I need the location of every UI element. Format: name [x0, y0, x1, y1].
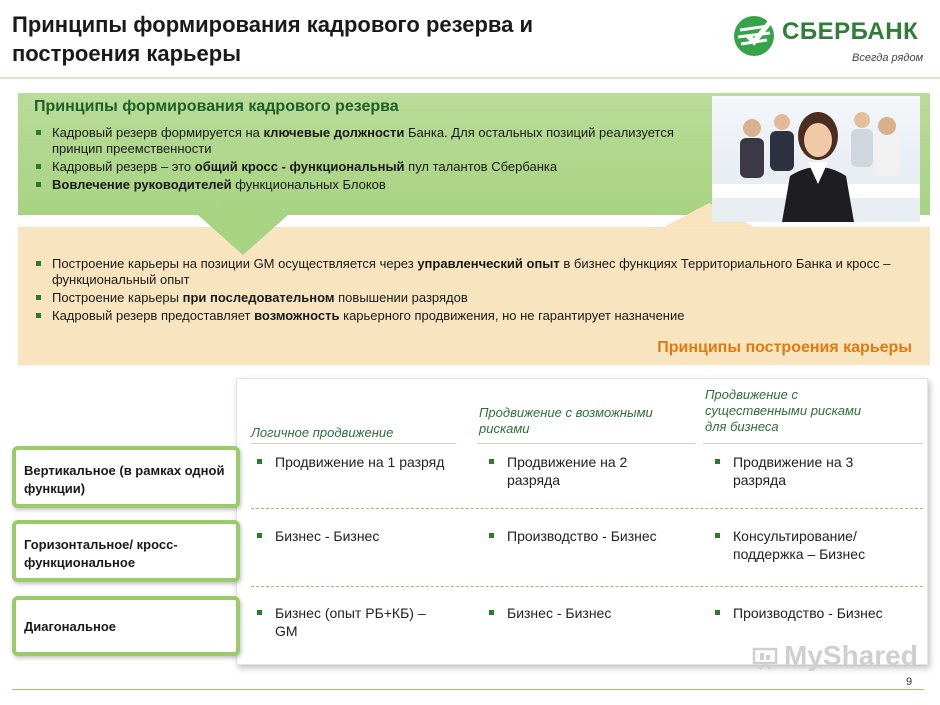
- bullet-bold: управленческий опыт: [417, 256, 560, 271]
- bullet-bold: при последовательном: [182, 290, 335, 305]
- reserve-bullet-list: [34, 125, 684, 195]
- bullet-text: карьерного продвижения, но не гарантирует назначение: [339, 308, 685, 323]
- column-header-significant-risk: Продвижение с существенными рисками для бизнеса: [705, 387, 862, 434]
- matrix-cell: [257, 604, 447, 640]
- matrix-cell: [715, 453, 895, 489]
- column-header-possible-risk: Продвижение с возможными рисками: [479, 405, 653, 436]
- bullet-text: повышении разрядов: [334, 290, 468, 305]
- career-bullet: [34, 308, 904, 324]
- bullet-text: пул талантов Сбербанка: [404, 159, 558, 174]
- matrix-cell: [489, 527, 659, 545]
- logo-tagline: Всегда рядом: [852, 52, 924, 64]
- career-bullet-list: [34, 256, 904, 326]
- footer-divider: [12, 689, 924, 690]
- reserve-bullet: [34, 159, 684, 175]
- column-header-underline: [251, 443, 456, 444]
- bullet-text: Кадровый резерв формируется на: [52, 125, 264, 140]
- career-matrix: [236, 378, 928, 665]
- matrix-cell: [257, 527, 457, 545]
- bullet-text: Кадровый резерв – это: [52, 159, 195, 174]
- cell-text: Бизнес (опыт РБ+КБ) – GM: [275, 605, 426, 639]
- row-label-horizontal: Горизонтальное/ кросс-функциональное: [12, 520, 240, 582]
- cell-text: Консультирование/ поддержка – Бизнес: [733, 528, 866, 562]
- bullet-bold: возможность: [254, 308, 340, 323]
- reserve-bullet: [34, 177, 684, 193]
- row-label-vertical: Вертикальное (в рамках одной функции): [12, 446, 240, 508]
- career-block-title: Принципы построения карьеры: [657, 339, 912, 356]
- column-header-underline: [477, 443, 695, 444]
- arrow-down-icon: [198, 215, 288, 255]
- bullet-text: функциональных Блоков: [231, 177, 386, 192]
- matrix-cell: [489, 453, 659, 489]
- photo-illustration: [712, 96, 920, 222]
- column-header-logical: Логичное продвижение: [251, 425, 394, 440]
- bullet-text: Кадровый резерв предоставляет: [52, 308, 255, 323]
- sberbank-logo-icon: [732, 14, 776, 58]
- sberbank-logo: [732, 14, 932, 74]
- bullet-text: в бизнес функциях Территориального Банка и кросс – функциональный опыт: [52, 256, 891, 287]
- page-number: 9: [906, 676, 913, 688]
- cell-text: Производство - Бизнес: [507, 528, 657, 544]
- reserve-block-title: Принципы формирования кадрового резерва: [34, 98, 399, 115]
- cell-text: Производство - Бизнес: [733, 605, 883, 621]
- page-title: Принципы формирования кадрового резерва и построения карьеры: [12, 12, 534, 66]
- row-divider: [251, 508, 923, 509]
- cell-text: Продвижение на 3 разряда: [733, 454, 854, 488]
- bullet-text: Банка. Для остальных позиций реализуется принцип преемственности: [52, 125, 674, 156]
- business-team-photo: [712, 96, 920, 222]
- watermark-text: MyShared: [784, 640, 918, 671]
- matrix-cell: [257, 453, 457, 471]
- presentation-icon: [752, 646, 778, 670]
- bullet-bold: общий кросс - функциональный: [194, 159, 405, 174]
- row-divider: [251, 586, 923, 587]
- matrix-cell: [715, 527, 895, 563]
- bullet-text: Построение карьеры на позиции GM осуществляется через: [52, 256, 418, 271]
- row-label-diagonal: Диагональное: [12, 596, 240, 656]
- cell-text: Бизнес - Бизнес: [507, 605, 612, 621]
- logo-name: СБЕРБАНК: [782, 18, 919, 45]
- matrix-cell: [489, 604, 659, 622]
- cell-text: Бизнес - Бизнес: [275, 528, 380, 544]
- cell-text: Продвижение на 2 разряда: [507, 454, 628, 488]
- matrix-cell: [715, 604, 905, 622]
- header-divider: [0, 77, 940, 79]
- reserve-bullet: [34, 125, 684, 157]
- column-header-underline: [703, 443, 923, 444]
- bullet-bold: ключевые должности: [263, 125, 405, 140]
- bullet-bold: Вовлечение руководителей: [52, 177, 232, 192]
- cell-text: Продвижение на 1 разряд: [275, 454, 445, 470]
- career-bullet: [34, 290, 904, 306]
- career-bullet: [34, 256, 904, 288]
- bullet-text: Построение карьеры: [52, 290, 183, 305]
